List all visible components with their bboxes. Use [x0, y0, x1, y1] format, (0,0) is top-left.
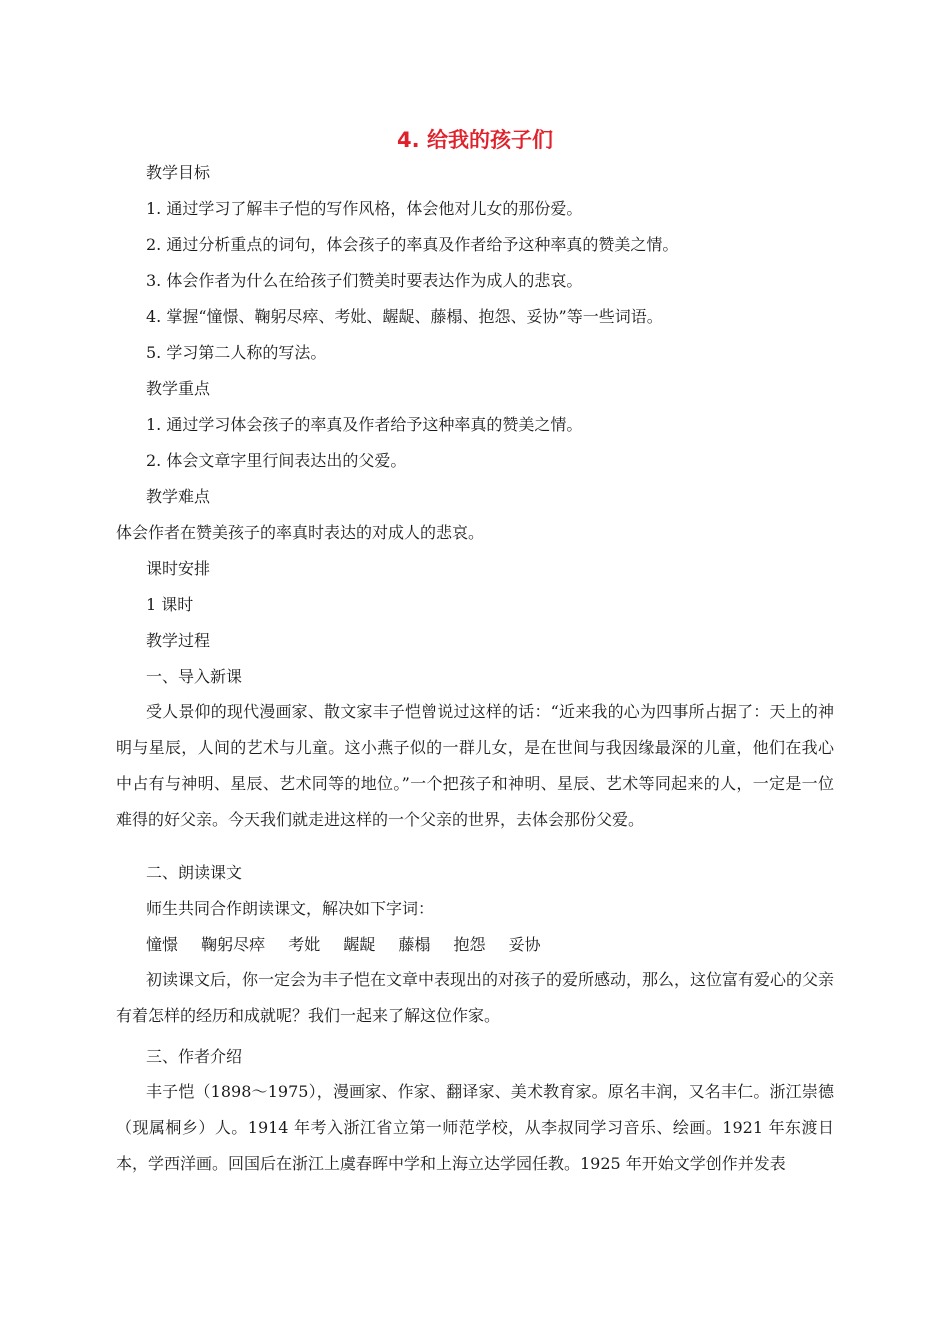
goal-item: 5. 学习第二人称的写法。 — [146, 343, 327, 362]
step2-heading: 二、朗读课文 — [146, 863, 243, 882]
key-heading: 教学重点 — [146, 379, 211, 398]
goals-heading: 教学目标 — [146, 163, 211, 182]
vocab-word: 龌龊 — [343, 935, 376, 954]
vocab-word: 憧憬 — [146, 935, 179, 954]
key-item: 2. 体会文章字里行间表达出的父爱。 — [146, 451, 407, 470]
key-item: 1. 通过学习体会孩子的率真及作者给予这种率真的赞美之情。 — [146, 415, 583, 434]
vocab-word: 鞠躬尽瘁 — [201, 935, 266, 954]
process-heading: 教学过程 — [146, 631, 211, 650]
page-title: 4. 给我的孩子们 — [397, 128, 553, 152]
step3-heading: 三、作者介绍 — [146, 1047, 243, 1066]
vocab-word: 妥协 — [508, 935, 541, 954]
difficulty-text: 体会作者在赞美孩子的率真时表达的对成人的悲哀。 — [116, 523, 485, 542]
vocab-word: 抱怨 — [453, 935, 486, 954]
schedule-heading: 课时安排 — [146, 559, 211, 578]
step2-intro: 师生共同合作朗读课文，解决如下字词： — [146, 899, 435, 918]
difficulty-heading: 教学难点 — [146, 487, 211, 506]
vocabulary-list — [146, 934, 559, 956]
step1-heading: 一、导入新课 — [146, 667, 243, 686]
step3-paragraph: 丰子恺（1898～1975），漫画家、作家、翻译家、美术教育家。原名丰润，又名丰仁。浙江崇德（现属桐乡）人。1914 年考入浙江省立第一师范学校，从李叔同学习音乐、绘画。1921 年东渡日本，学西洋画。回国后在浙江上虞春晖中学和上海立达学园任教。1925 年开始文学创作并发表 — [116, 1082, 834, 1173]
vocab-word: 藤榻 — [398, 935, 431, 954]
goal-item: 4. 掌握“憧憬、鞠躬尽瘁、考妣、龌龊、藤榻、抱怨、妥协”等一些词语。 — [146, 307, 663, 326]
step1-paragraph: 受人景仰的现代漫画家、散文家丰子恺曾说过这样的话：“近来我的心为四事所占据了：天上的神明与星辰，人间的艺术与儿童。这小燕子似的一群儿女，是在世间与我因缘最深的儿童，他们在我心中占有与神明、星辰、艺术同等的地位。”一个把孩子和神明、星辰、艺术等同起来的人，一定是一位难得的好父亲。今天我们就走进这样的一个父亲的世界，去体会那份父爱。 — [116, 702, 834, 829]
schedule-text: 1 课时 — [146, 595, 194, 614]
step2-paragraph: 初读课文后，你一定会为丰子恺在文章中表现出的对孩子的爱所感动，那么，这位富有爱心的父亲有着怎样的经历和成就呢？我们一起来了解这位作家。 — [116, 970, 835, 1025]
goal-item: 2. 通过分析重点的词句，体会孩子的率真及作者给予这种率真的赞美之情。 — [146, 235, 679, 254]
vocab-word: 考妣 — [288, 935, 321, 954]
goal-item: 3. 体会作者为什么在给孩子们赞美时要表达作为成人的悲哀。 — [146, 271, 583, 290]
goal-item: 1. 通过学习了解丰子恺的写作风格，体会他对儿女的那份爱。 — [146, 199, 583, 218]
